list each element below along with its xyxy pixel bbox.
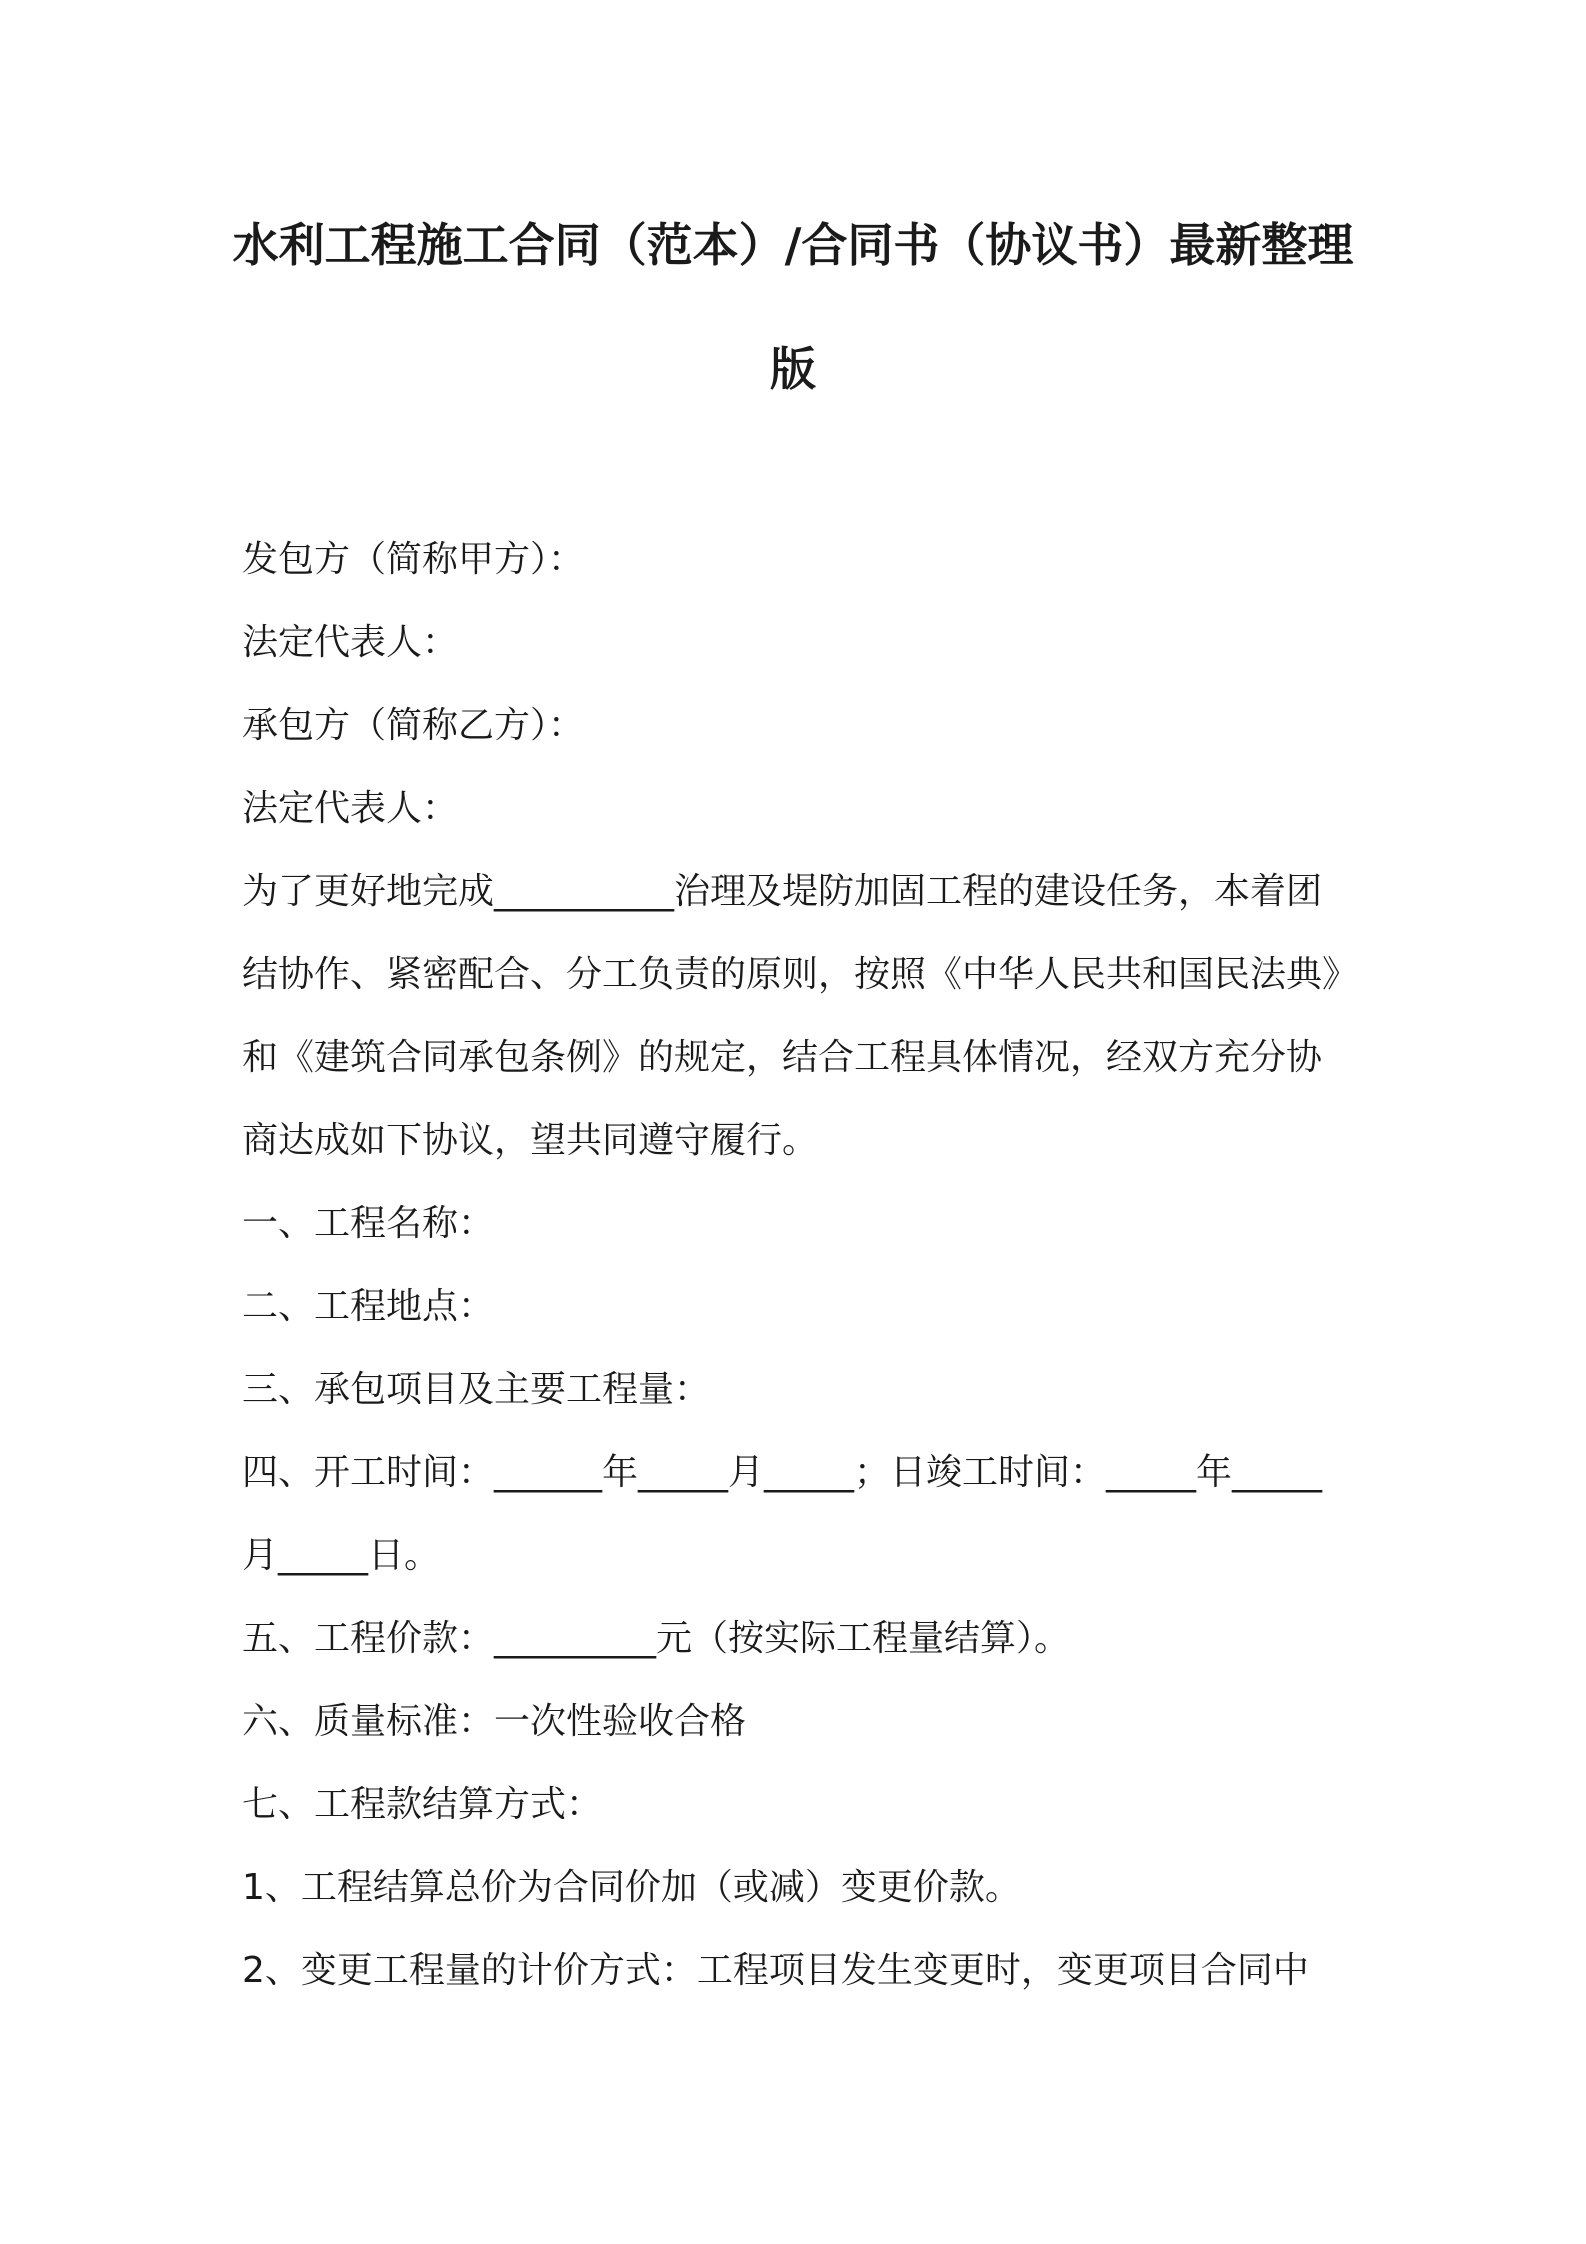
clause-project-name: 一、工程名称： [242, 1203, 495, 1244]
clause-schedule-line-2: 月_____日。 [242, 1535, 441, 1576]
preamble-line-2: 结协作、紧密配合、分工负责的原则，按照《中华人民共和国民法典》 [242, 954, 1359, 995]
settlement-item-1: 1、工程结算总价为合同价加（或减）变更价款。 [242, 1867, 1021, 1908]
document-title-line-2: 版 [770, 342, 816, 396]
settlement-item-2: 2、变更工程量的计价方式：工程项目发生变更时，变更项目合同中 [242, 1950, 1309, 1991]
clause-quality-standard: 六、质量标准：一次性验收合格 [242, 1701, 747, 1742]
clause-schedule-line-1: 四、开工时间：______年_____月_____；日竣工时间：_____年_____ [242, 1452, 1323, 1493]
preamble-line-3: 和《建筑合同承包条例》的规定，结合工程具体情况，经双方充分协 [242, 1037, 1323, 1078]
document-title-line-1: 水利工程施工合同（范本）/合同书（协议书）最新整理 [232, 218, 1354, 272]
party-b-label: 承包方（简称乙方）： [242, 705, 585, 746]
party-b-representative: 法定代表人： [242, 788, 459, 829]
clause-settlement-method: 七、工程款结算方式： [242, 1784, 603, 1825]
clause-contract-items: 三、承包项目及主要工程量： [242, 1369, 711, 1410]
party-a-label: 发包方（简称甲方）： [242, 539, 585, 580]
party-a-representative: 法定代表人： [242, 622, 459, 663]
preamble-line-1: 为了更好地完成__________治理及堤防加固工程的建设任务，本着团 [242, 871, 1323, 912]
clause-project-location: 二、工程地点： [242, 1286, 495, 1327]
preamble-line-4: 商达成如下协议，望共同遵守履行。 [242, 1120, 819, 1161]
clause-contract-price: 五、工程价款：_________元（按实际工程量结算）。 [242, 1618, 1071, 1659]
